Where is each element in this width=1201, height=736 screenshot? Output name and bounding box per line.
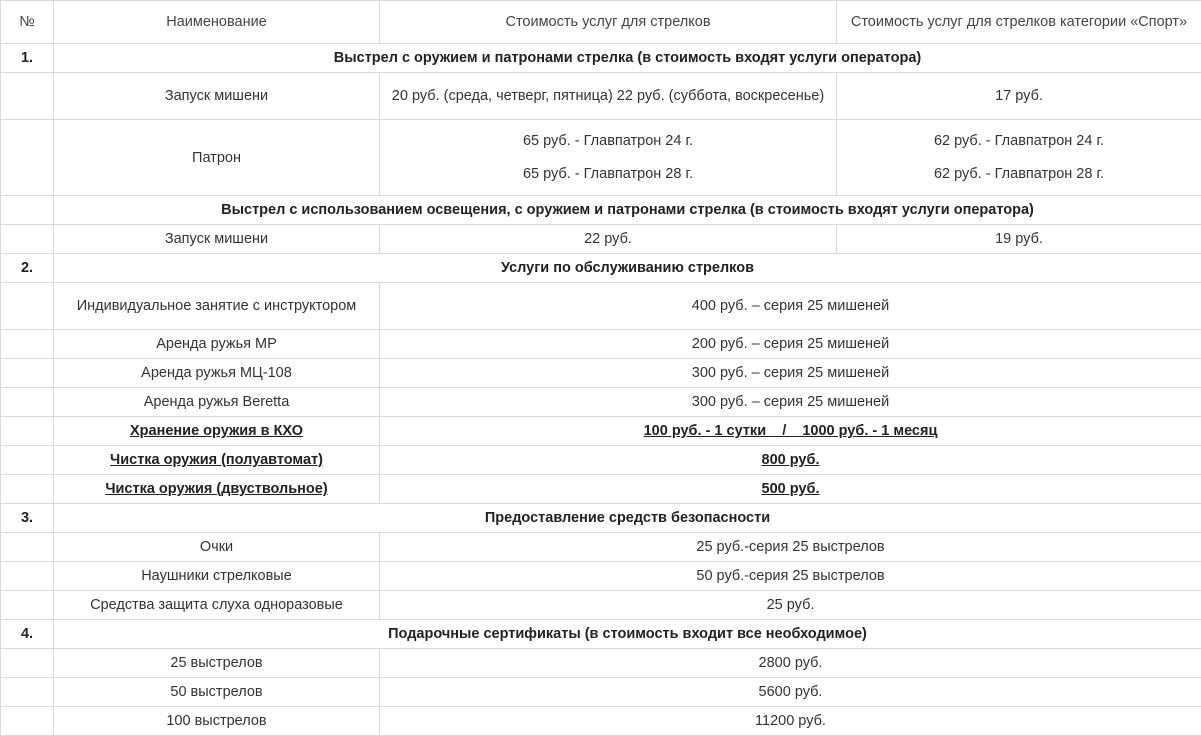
table-row [1, 678, 1201, 707]
row-number [1, 225, 54, 254]
service-price: 200 руб. – серия 25 мишеней [380, 330, 1201, 359]
row-number [1, 388, 54, 417]
section-title: Выстрел с использованием освещения, с оружием и патронами стрелка (в стоимость входят услуги оператора) [54, 196, 1201, 225]
table-row [1, 591, 1201, 620]
service-price: 2800 руб. [380, 649, 1201, 678]
service-price: 300 руб. – серия 25 мишеней [380, 388, 1201, 417]
service-name: Хранение оружия в КХО [54, 417, 380, 446]
service-name: Аренда ружья МР [54, 330, 380, 359]
service-price: 20 руб. (среда, четверг, пятница) 22 руб. (суббота, воскресенье) [380, 73, 837, 120]
table-row [1, 562, 1201, 591]
service-price: 500 руб. [380, 475, 1201, 504]
service-price: 400 руб. – серия 25 мишеней [380, 283, 1201, 330]
table-row [1, 533, 1201, 562]
price-line: 62 руб. - Главпатрон 28 г. [845, 165, 1193, 183]
service-price: 300 руб. – серия 25 мишеней [380, 359, 1201, 388]
table-row [1, 475, 1201, 504]
service-price: 800 руб. [380, 446, 1201, 475]
table-row [1, 225, 1201, 254]
service-name: Патрон [54, 120, 380, 196]
service-name: 50 выстрелов [54, 678, 380, 707]
service-price-sport: 19 руб. [837, 225, 1201, 254]
header-price-sport: Стоимость услуг для стрелков категории «Спорт» [837, 1, 1201, 44]
row-number [1, 417, 54, 446]
table-row [1, 388, 1201, 417]
row-number [1, 475, 54, 504]
service-name: Средства защита слуха одноразовые [54, 591, 380, 620]
price-line: 65 руб. - Главпатрон 28 г. [388, 165, 828, 183]
header-price: Стоимость услуг для стрелков [380, 1, 837, 44]
service-name: Индивидуальное занятие с инструктором [54, 283, 380, 330]
table-row [1, 330, 1201, 359]
table-row [1, 359, 1201, 388]
row-number: 4. [1, 620, 54, 649]
price-line: 65 руб. - Главпатрон 24 г. [388, 132, 828, 150]
header-name: Наименование [54, 1, 380, 44]
row-number: 1. [1, 44, 54, 73]
table-row [1, 649, 1201, 678]
row-number: 3. [1, 504, 54, 533]
row-number [1, 73, 54, 120]
section-row [1, 196, 1201, 225]
row-number [1, 678, 54, 707]
table-row [1, 283, 1201, 330]
service-name: 100 выстрелов [54, 707, 380, 736]
service-name: Аренда ружья Beretta [54, 388, 380, 417]
table-row [1, 120, 1201, 196]
header-row [1, 1, 1201, 44]
service-name: Запуск мишени [54, 73, 380, 120]
service-name: Запуск мишени [54, 225, 380, 254]
service-price: 50 руб.-серия 25 выстрелов [380, 562, 1201, 591]
table-row [1, 73, 1201, 120]
row-number [1, 562, 54, 591]
row-number [1, 446, 54, 475]
section-row [1, 504, 1201, 533]
section-title: Подарочные сертификаты (в стоимость входит все необходимое) [54, 620, 1201, 649]
table-row [1, 446, 1201, 475]
service-name: 25 выстрелов [54, 649, 380, 678]
service-name: Чистка оружия (двуствольное) [54, 475, 380, 504]
service-name: Очки [54, 533, 380, 562]
row-number: 2. [1, 254, 54, 283]
row-number [1, 359, 54, 388]
table-row [1, 707, 1201, 736]
service-price: 11200 руб. [380, 707, 1201, 736]
price-table-body [1, 44, 1201, 736]
service-name: Наушники стрелковые [54, 562, 380, 591]
section-title: Услуги по обслуживанию стрелков [54, 254, 1201, 283]
row-number [1, 120, 54, 196]
section-row [1, 254, 1201, 283]
service-price [380, 120, 837, 196]
service-price: 22 руб. [380, 225, 837, 254]
service-name: Аренда ружья МЦ-108 [54, 359, 380, 388]
header-num: № [1, 1, 54, 44]
table-row [1, 417, 1201, 446]
service-price-sport: 17 руб. [837, 73, 1201, 120]
service-price: 25 руб.-серия 25 выстрелов [380, 533, 1201, 562]
service-price-sport [837, 120, 1201, 196]
row-number [1, 591, 54, 620]
section-row [1, 620, 1201, 649]
service-price: 25 руб. [380, 591, 1201, 620]
section-title: Предоставление средств безопасности [54, 504, 1201, 533]
row-number [1, 707, 54, 736]
section-title: Выстрел с оружием и патронами стрелка (в стоимость входят услуги оператора) [54, 44, 1201, 73]
row-number [1, 649, 54, 678]
row-number [1, 533, 54, 562]
price-line: 62 руб. - Главпатрон 24 г. [845, 132, 1193, 150]
service-price: 100 руб. - 1 сутки / 1000 руб. - 1 месяц [380, 417, 1201, 446]
row-number [1, 283, 54, 330]
section-row [1, 44, 1201, 73]
row-number [1, 196, 54, 225]
service-price: 5600 руб. [380, 678, 1201, 707]
service-name: Чистка оружия (полуавтомат) [54, 446, 380, 475]
row-number [1, 330, 54, 359]
